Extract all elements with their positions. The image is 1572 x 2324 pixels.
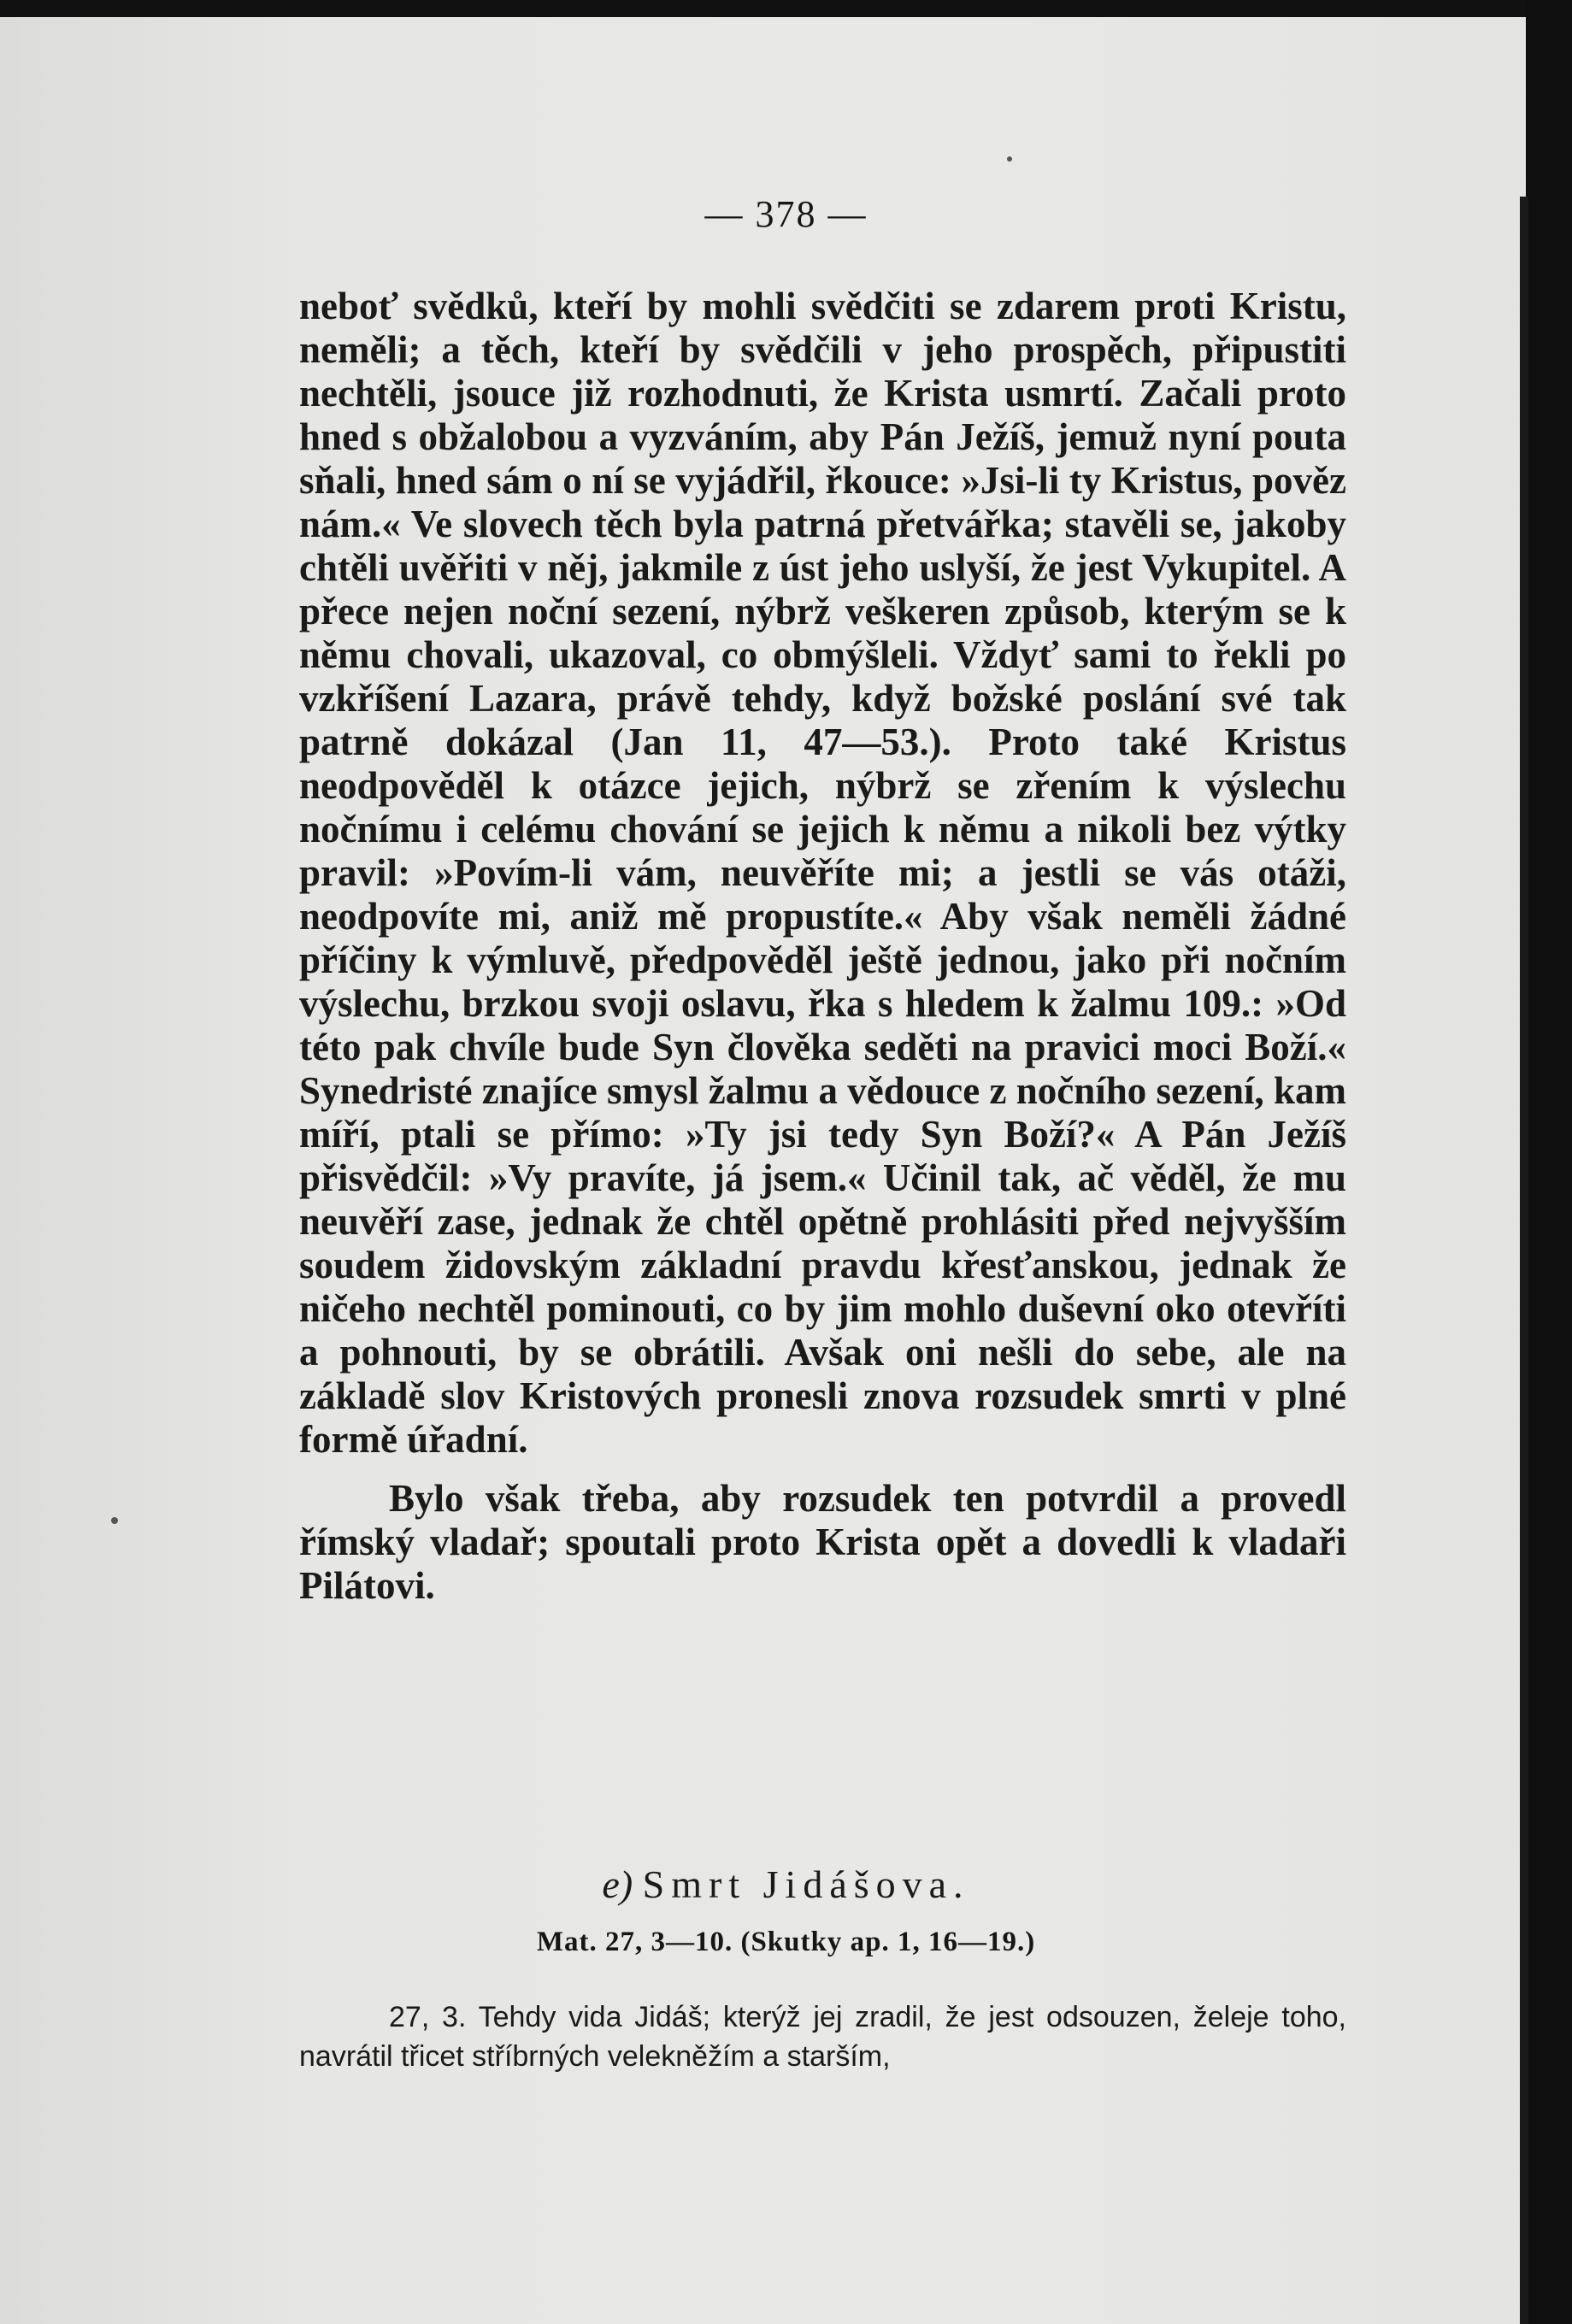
scan-speck bbox=[111, 1517, 118, 1524]
paragraph: Bylo však třeba, aby rozsudek ten potvrdil a provedl římský vladař; spoutali proto Krista opět a dovedli k vladaři Pilátovi. bbox=[299, 1477, 1346, 1607]
page-number: — 378 — bbox=[704, 193, 868, 235]
verse-paragraph: 27, 3. Tehdy vida Jidáš; kterýž jej zradil, že jest odsouzen, želeje toho, navrátil třicet stříbrných velekněžím a starším, bbox=[299, 2001, 1346, 2073]
paragraph: neboť svědků, kteří by mohli svědčiti se zdarem proti Kristu, neměli; a těch, kteří by svědčili v jeho prospěch, připustiti nechtěli, jsouce již rozhodnuti, že Krista usmrtí. Začali proto hned s obžalobou a vyzváním, aby Pán Ježíš, jemuž nyní pouta sňali, hned sám o ní se vyjádřil, řkouce: »Jsi-li ty Kristus, pověz nám.« Ve slovech těch byla patrná přetvářka; stavěli se, jakoby chtěli uvěřiti v něj, jakmile z úst jeho uslyší, že jest Vykupitel. A přece nejen noční sezení, nýbrž veškeren způsob, kterým se k němu chovali, ukazoval, co obmýšleli. Vždyť sami to řekli po vzkříšení Lazara, právě tehdy, když božské poslání své tak patrně dokázal (Jan 11, 47—53.). Proto také Kristus neodpověděl k otázce jejich, nýbrž se zřením k výslechu nočnímu i celému chování se jejich k němu a nikoli bez výtky pravil: »Povím-li vám, neuvěříte mi; a jestli se vás otáži, neodpovíte mi, aniž mě propustíte.« Aby však neměli žádné příčiny k výmluvě, předpověděl ještě jednou, jako při nočním výslechu, brzkou svoji oslavu, řka s hledem k žalmu 109.: »Od této pak chvíle bude Syn člověka seděti na pravici moci Boží.« Synedristé znajíce smysl žalmu a vědouce z nočního sezení, kam míří, ptali se přímo: »Ty jsi tedy Syn Boží?« A Pán Ježíš přisvědčil: »Vy pravíte, já jsem.« Učinil tak, ač věděl, že mu neuvěří zase, jednak že chtěl opětně prohlásiti před nejvyšším soudem židovským základní pravdu křesťanskou, jednak že ničeho nechtěl pominouti, co by jim mohlo duševní oko otevříti a pohnouti, by se obrátili. Avšak oni nešli do sebe, ale na základě slov Kristových pronesli znova rozsudek smrti v plné formě úřadní. bbox=[299, 285, 1346, 1461]
scan-right-edge bbox=[1526, 0, 1572, 2324]
section-heading bbox=[0, 1862, 1572, 1907]
binding-shadow bbox=[1520, 197, 1528, 2324]
main-text bbox=[299, 285, 1346, 1608]
section-marker: e) bbox=[602, 1862, 633, 1906]
section-title: Smrt Jidášova. bbox=[642, 1862, 970, 1906]
verse-text bbox=[299, 1997, 1346, 2076]
scan-speck bbox=[1007, 156, 1012, 162]
scripture-reference: Mat. 27, 3—10. (Skutky ap. 1, 16—19.) bbox=[536, 1927, 1036, 1957]
scan-top-edge bbox=[0, 0, 1572, 17]
